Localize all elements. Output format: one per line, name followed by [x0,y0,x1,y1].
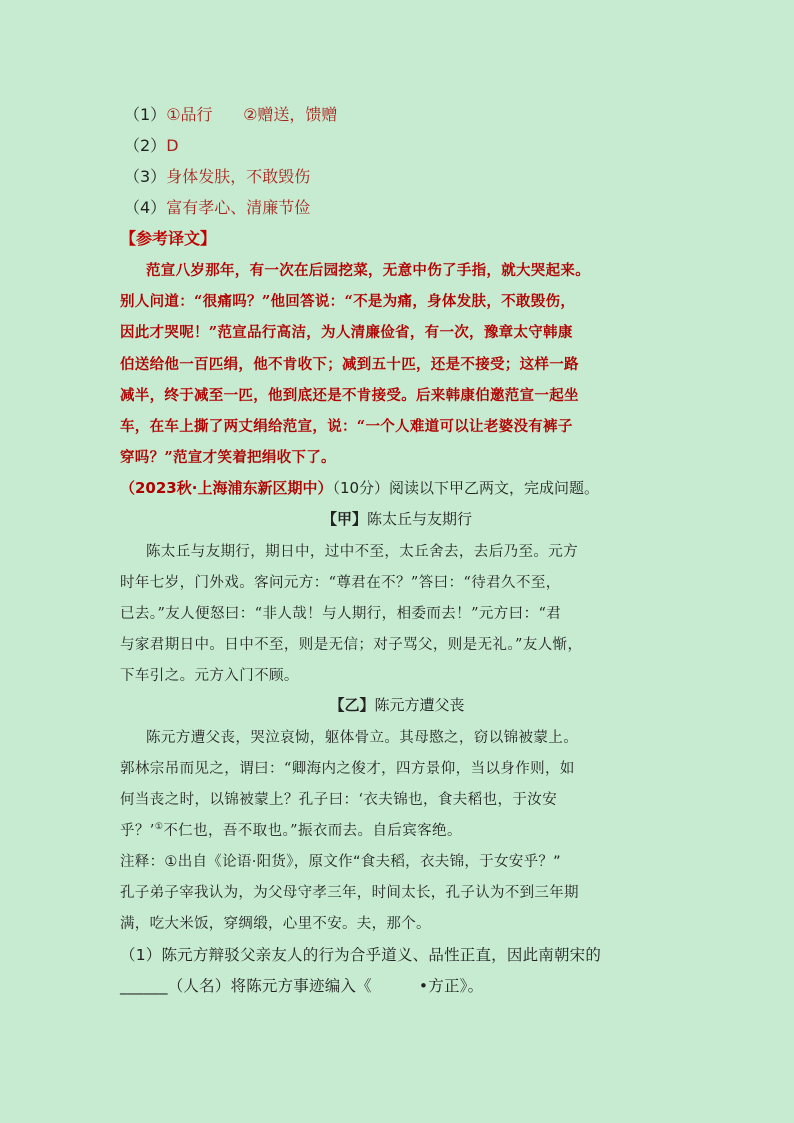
answer-4-value: 富有孝心、清廉节俭 [166,198,311,217]
answer-2-value: D [166,136,179,155]
text-b-line: 郭林宗吊而见之，谓曰：“卿海内之俊才，四方景仰，当以身作则，如 [120,761,575,777]
text-a-line: 与家君期日中。日中不至，则是无信；对子骂父，则是无礼。”友人惭， [120,637,583,653]
text-b-bracket: 【乙】 [329,696,375,714]
translation-header: 【参考译文】 [120,229,217,248]
question-1-blank-line: ______（人名）将陈元方事迹编入《 •方正》。 [120,977,484,995]
translation-line: 因此才哭呢！”范宣品行高洁，为人清廉俭省，有一次，豫章太守韩康 [120,324,573,341]
answer-1-number: （1） [124,105,167,124]
answer-3-number: （3） [124,167,167,186]
answer-4 [124,195,310,218]
translation-line: 范宣八岁那年，有一次在后园挖菜，无意中伤了手指，就大哭起来。 [146,262,590,279]
question-source [120,477,599,498]
translation-line: 车，在车上撕了两丈绢给范宣，说：“一个人难道可以让老婆没有裤子 [120,418,573,435]
text-a-line: 陈太丘与友期行，期日中，过中不至，太丘舍去，去后乃至。元方 [146,544,579,560]
text-a-line: 已去。”友人便怒曰：“非人哉！与人期行，相委而去！”元方曰：“君 [120,606,562,622]
text-b-line: 乎？’①不仁也，吾不取也。”振衣而去。自后宾客绝。 [120,822,462,839]
text-a-line: 时年七岁，门外戏。客问元方：“尊君在不？”答曰：“待君久不至， [120,575,561,591]
answer-3-value: 身体发肤，不敢毁伤 [166,167,311,186]
text-b-line: 何当丧之时，以锦被蒙上？孔子曰：‘衣夫锦也，食夫稻也，于汝安 [120,792,558,808]
source-instruction: （10分）阅读以下甲乙两文，完成问题。 [332,479,600,497]
translation-line: 伯送给他一百匹绢，他不肯收下；减到五十匹，还是不接受；这样一路 [120,356,579,373]
text-b-line: 陈元方遭父丧，哭泣哀恸，躯体骨立。其母愍之，窃以锦被蒙上。 [146,730,579,746]
answer-3 [124,164,310,187]
note-line: 满，吃大米饭，穿绸缎，心里不安。夫，那个。 [120,916,431,932]
note-line: 孔子弟子宰我认为，为父母守孝三年，时间太长，孔子认为不到三年期 [120,885,579,901]
translation-line: 减半，终于减至一匹，他到底还是不肯接受。后来韩康伯邀范宣一起坐 [120,387,579,404]
text-b-title-text: 陈元方遭父丧 [374,696,465,714]
translation-line: 别人问道：“很痛吗？”他回答说：“不是为痛，身体发肤，不敢毁伤， [120,293,576,310]
answer-1-part-1: ①品行 [166,105,213,124]
answer-1 [124,102,337,125]
text-b-title [0,694,794,715]
source-tag: （2023秋·上海浦东新区期中） [120,479,333,497]
answer-2-number: （2） [124,136,167,155]
text-a-title [0,508,794,529]
footnote-marker: ① [154,822,164,833]
text-a-title-text: 陈太丘与友期行 [367,510,473,528]
text-a-bracket: 【甲】 [321,510,367,528]
question-1-line: （1）陈元方辩驳父亲友人的行为合乎道义、品性正直，因此南朝宋的 [120,946,602,964]
text-a-line: 下车引之。元方入门不顾。 [120,668,299,684]
answer-4-number: （4） [124,198,167,217]
translation-line: 穿吗？”范宣才笑着把绢收下了。 [120,449,336,466]
answer-1-part-2: ②赠送，馈赠 [243,105,338,124]
note-line: 注释：①出自《论语·阳货》，原文作“食夫稻，衣夫锦，于女安乎？” [120,854,561,870]
answer-2 [124,133,179,156]
